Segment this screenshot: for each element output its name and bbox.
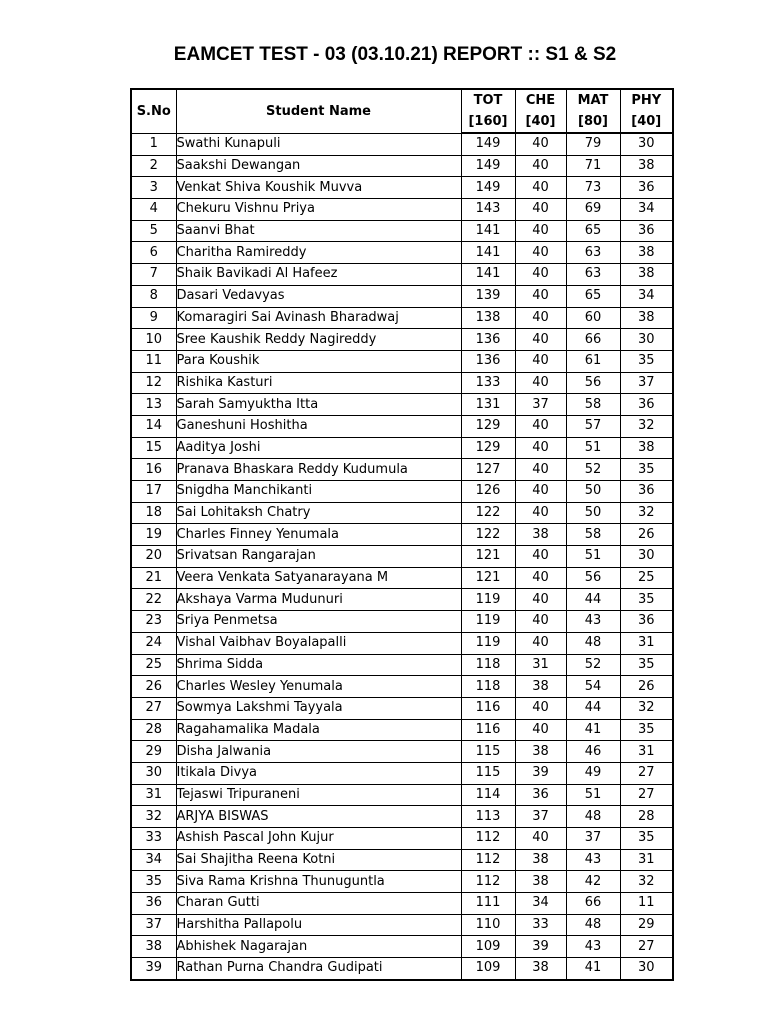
table-row — [131, 806, 673, 828]
cell-mat: 56 — [566, 567, 620, 589]
cell-sno: 38 — [131, 936, 176, 958]
cell-sno: 36 — [131, 893, 176, 915]
cell-sno: 3 — [131, 177, 176, 199]
cell-sno: 20 — [131, 546, 176, 568]
cell-sno: 37 — [131, 914, 176, 936]
cell-sno: 32 — [131, 806, 176, 828]
cell-tot: 122 — [461, 502, 515, 524]
cell-student-name: Chekuru Vishnu Priya — [176, 199, 461, 221]
cell-phy: 27 — [620, 784, 673, 806]
cell-tot: 110 — [461, 914, 515, 936]
cell-phy: 30 — [620, 133, 673, 155]
cell-sno: 8 — [131, 285, 176, 307]
cell-phy: 25 — [620, 567, 673, 589]
cell-sno: 13 — [131, 394, 176, 416]
cell-student-name: Komaragiri Sai Avinash Bharadwaj — [176, 307, 461, 329]
table-row — [131, 220, 673, 242]
header-che: CHE — [515, 89, 566, 111]
table-row — [131, 350, 673, 372]
table-row — [131, 654, 673, 676]
cell-phy: 31 — [620, 632, 673, 654]
cell-mat: 65 — [566, 220, 620, 242]
table-row — [131, 459, 673, 481]
cell-student-name: Ganeshuni Hoshitha — [176, 415, 461, 437]
cell-student-name: Swathi Kunapuli — [176, 133, 461, 155]
cell-student-name: Sai Shajitha Reena Kotni — [176, 849, 461, 871]
cell-tot: 112 — [461, 828, 515, 850]
cell-phy: 28 — [620, 806, 673, 828]
cell-mat: 48 — [566, 632, 620, 654]
cell-mat: 48 — [566, 914, 620, 936]
cell-tot: 139 — [461, 285, 515, 307]
cell-student-name: Sarah Samyuktha Itta — [176, 394, 461, 416]
cell-tot: 111 — [461, 893, 515, 915]
cell-che: 40 — [515, 697, 566, 719]
cell-tot: 115 — [461, 762, 515, 784]
table-row — [131, 914, 673, 936]
cell-student-name: Shaik Bavikadi Al Hafeez — [176, 264, 461, 286]
cell-student-name: Sowmya Lakshmi Tayyala — [176, 697, 461, 719]
cell-student-name: Srivatsan Rangarajan — [176, 546, 461, 568]
cell-tot: 115 — [461, 741, 515, 763]
cell-student-name: Ragahamalika Madala — [176, 719, 461, 741]
cell-phy: 35 — [620, 654, 673, 676]
table-row — [131, 133, 673, 155]
cell-mat: 63 — [566, 264, 620, 286]
cell-phy: 34 — [620, 285, 673, 307]
table-row — [131, 611, 673, 633]
cell-che: 34 — [515, 893, 566, 915]
cell-che: 40 — [515, 133, 566, 155]
cell-phy: 35 — [620, 589, 673, 611]
cell-phy: 38 — [620, 437, 673, 459]
cell-sno: 7 — [131, 264, 176, 286]
table-row — [131, 784, 673, 806]
cell-sno: 18 — [131, 502, 176, 524]
cell-mat: 48 — [566, 806, 620, 828]
cell-mat: 58 — [566, 524, 620, 546]
cell-che: 39 — [515, 936, 566, 958]
cell-phy: 36 — [620, 394, 673, 416]
table-row — [131, 307, 673, 329]
cell-mat: 63 — [566, 242, 620, 264]
cell-sno: 5 — [131, 220, 176, 242]
cell-tot: 119 — [461, 632, 515, 654]
cell-mat: 52 — [566, 654, 620, 676]
table-row — [131, 567, 673, 589]
cell-phy: 35 — [620, 828, 673, 850]
cell-student-name: Saanvi Bhat — [176, 220, 461, 242]
table-row — [131, 372, 673, 394]
cell-che: 38 — [515, 958, 566, 980]
cell-che: 37 — [515, 806, 566, 828]
cell-phy: 32 — [620, 415, 673, 437]
cell-student-name: Sai Lohitaksh Chatry — [176, 502, 461, 524]
cell-che: 40 — [515, 242, 566, 264]
cell-phy: 26 — [620, 676, 673, 698]
table-row — [131, 871, 673, 893]
cell-phy: 35 — [620, 459, 673, 481]
cell-sno: 19 — [131, 524, 176, 546]
table-row — [131, 177, 673, 199]
cell-tot: 131 — [461, 394, 515, 416]
cell-student-name: Pranava Bhaskara Reddy Kudumula — [176, 459, 461, 481]
header-phy: PHY — [620, 89, 673, 111]
cell-phy: 27 — [620, 762, 673, 784]
cell-sno: 16 — [131, 459, 176, 481]
cell-phy: 32 — [620, 697, 673, 719]
cell-tot: 127 — [461, 459, 515, 481]
cell-mat: 42 — [566, 871, 620, 893]
cell-student-name: Charles Finney Yenumala — [176, 524, 461, 546]
cell-sno: 25 — [131, 654, 176, 676]
cell-che: 40 — [515, 459, 566, 481]
cell-sno: 9 — [131, 307, 176, 329]
cell-sno: 28 — [131, 719, 176, 741]
header-phy-max: [40] — [620, 111, 673, 133]
cell-sno: 35 — [131, 871, 176, 893]
report-title: EAMCET TEST - 03 (03.10.21) REPORT :: S1 & S2 — [173, 44, 617, 65]
cell-student-name: Charles Wesley Yenumala — [176, 676, 461, 698]
cell-che: 40 — [515, 329, 566, 351]
cell-mat: 69 — [566, 199, 620, 221]
table-row — [131, 437, 673, 459]
cell-tot: 126 — [461, 481, 515, 503]
cell-sno: 26 — [131, 676, 176, 698]
cell-phy: 36 — [620, 481, 673, 503]
cell-phy: 38 — [620, 155, 673, 177]
cell-phy: 31 — [620, 741, 673, 763]
cell-phy: 32 — [620, 502, 673, 524]
cell-tot: 109 — [461, 958, 515, 980]
table-row — [131, 849, 673, 871]
cell-student-name: Para Koushik — [176, 350, 461, 372]
cell-che: 40 — [515, 437, 566, 459]
cell-student-name: Itikala Divya — [176, 762, 461, 784]
cell-mat: 37 — [566, 828, 620, 850]
cell-che: 31 — [515, 654, 566, 676]
cell-che: 40 — [515, 285, 566, 307]
report-table — [130, 88, 674, 981]
cell-che: 40 — [515, 155, 566, 177]
cell-mat: 44 — [566, 697, 620, 719]
cell-che: 33 — [515, 914, 566, 936]
cell-tot: 114 — [461, 784, 515, 806]
cell-student-name: Charitha Ramireddy — [176, 242, 461, 264]
cell-che: 38 — [515, 524, 566, 546]
cell-tot: 149 — [461, 177, 515, 199]
cell-che: 40 — [515, 502, 566, 524]
cell-student-name: Dasari Vedavyas — [176, 285, 461, 307]
cell-phy: 36 — [620, 177, 673, 199]
table-row — [131, 329, 673, 351]
cell-sno: 24 — [131, 632, 176, 654]
table-row — [131, 285, 673, 307]
table-row — [131, 589, 673, 611]
table-row — [131, 632, 673, 654]
cell-sno: 11 — [131, 350, 176, 372]
cell-sno: 15 — [131, 437, 176, 459]
cell-che: 40 — [515, 481, 566, 503]
cell-mat: 51 — [566, 437, 620, 459]
cell-phy: 34 — [620, 199, 673, 221]
cell-student-name: Abhishek Nagarajan — [176, 936, 461, 958]
cell-tot: 141 — [461, 242, 515, 264]
cell-tot: 119 — [461, 589, 515, 611]
cell-mat: 52 — [566, 459, 620, 481]
table-row — [131, 719, 673, 741]
cell-sno: 27 — [131, 697, 176, 719]
cell-tot: 141 — [461, 264, 515, 286]
cell-mat: 56 — [566, 372, 620, 394]
cell-mat: 43 — [566, 849, 620, 871]
table-row — [131, 676, 673, 698]
cell-phy: 30 — [620, 329, 673, 351]
cell-phy: 36 — [620, 611, 673, 633]
cell-mat: 61 — [566, 350, 620, 372]
table-row — [131, 199, 673, 221]
table-row — [131, 893, 673, 915]
cell-phy: 11 — [620, 893, 673, 915]
cell-che: 38 — [515, 741, 566, 763]
cell-mat: 66 — [566, 893, 620, 915]
cell-tot: 118 — [461, 676, 515, 698]
cell-student-name: Rishika Kasturi — [176, 372, 461, 394]
cell-mat: 60 — [566, 307, 620, 329]
cell-tot: 112 — [461, 871, 515, 893]
cell-student-name: Disha Jalwania — [176, 741, 461, 763]
cell-sno: 33 — [131, 828, 176, 850]
cell-tot: 136 — [461, 329, 515, 351]
cell-tot: 109 — [461, 936, 515, 958]
cell-che: 40 — [515, 546, 566, 568]
cell-sno: 22 — [131, 589, 176, 611]
cell-student-name: Veera Venkata Satyanarayana M — [176, 567, 461, 589]
table-row — [131, 828, 673, 850]
cell-student-name: Sriya Penmetsa — [176, 611, 461, 633]
header-che-max: [40] — [515, 111, 566, 133]
cell-student-name: Akshaya Varma Mudunuri — [176, 589, 461, 611]
table-row — [131, 936, 673, 958]
cell-che: 40 — [515, 567, 566, 589]
cell-sno: 2 — [131, 155, 176, 177]
cell-mat: 49 — [566, 762, 620, 784]
cell-mat: 43 — [566, 611, 620, 633]
cell-student-name: Harshitha Pallapolu — [176, 914, 461, 936]
table-header — [131, 89, 673, 133]
cell-student-name: Snigdha Manchikanti — [176, 481, 461, 503]
table-row — [131, 415, 673, 437]
cell-phy: 30 — [620, 958, 673, 980]
table-row — [131, 958, 673, 980]
cell-mat: 43 — [566, 936, 620, 958]
header-tot-max: [160] — [461, 111, 515, 133]
cell-tot: 122 — [461, 524, 515, 546]
table-row — [131, 481, 673, 503]
cell-tot: 138 — [461, 307, 515, 329]
cell-student-name: Ashish Pascal John Kujur — [176, 828, 461, 850]
cell-phy: 35 — [620, 719, 673, 741]
cell-student-name: ARJYA BISWAS — [176, 806, 461, 828]
table-body — [131, 133, 673, 980]
table-row — [131, 741, 673, 763]
cell-che: 37 — [515, 394, 566, 416]
cell-phy: 29 — [620, 914, 673, 936]
cell-che: 39 — [515, 762, 566, 784]
cell-che: 40 — [515, 372, 566, 394]
cell-mat: 44 — [566, 589, 620, 611]
cell-mat: 46 — [566, 741, 620, 763]
cell-che: 40 — [515, 177, 566, 199]
cell-sno: 4 — [131, 199, 176, 221]
cell-sno: 12 — [131, 372, 176, 394]
cell-mat: 65 — [566, 285, 620, 307]
cell-che: 40 — [515, 199, 566, 221]
cell-student-name: Rathan Purna Chandra Gudipati — [176, 958, 461, 980]
table-row — [131, 697, 673, 719]
cell-che: 40 — [515, 220, 566, 242]
header-mat-max: [80] — [566, 111, 620, 133]
cell-mat: 71 — [566, 155, 620, 177]
cell-tot: 149 — [461, 155, 515, 177]
cell-sno: 23 — [131, 611, 176, 633]
cell-mat: 54 — [566, 676, 620, 698]
table-row — [131, 546, 673, 568]
cell-sno: 21 — [131, 567, 176, 589]
cell-tot: 149 — [461, 133, 515, 155]
cell-student-name: Vishal Vaibhav Boyalapalli — [176, 632, 461, 654]
cell-phy: 31 — [620, 849, 673, 871]
cell-mat: 41 — [566, 719, 620, 741]
table-row — [131, 155, 673, 177]
header-tot: TOT — [461, 89, 515, 111]
cell-sno: 34 — [131, 849, 176, 871]
cell-tot: 136 — [461, 350, 515, 372]
cell-sno: 30 — [131, 762, 176, 784]
cell-sno: 6 — [131, 242, 176, 264]
cell-sno: 39 — [131, 958, 176, 980]
cell-mat: 73 — [566, 177, 620, 199]
cell-che: 40 — [515, 350, 566, 372]
cell-phy: 37 — [620, 372, 673, 394]
cell-che: 38 — [515, 676, 566, 698]
cell-phy: 38 — [620, 307, 673, 329]
cell-mat: 57 — [566, 415, 620, 437]
table-row — [131, 524, 673, 546]
cell-sno: 1 — [131, 133, 176, 155]
cell-student-name: Sree Kaushik Reddy Nagireddy — [176, 329, 461, 351]
cell-tot: 143 — [461, 199, 515, 221]
cell-phy: 38 — [620, 242, 673, 264]
cell-mat: 51 — [566, 784, 620, 806]
cell-tot: 133 — [461, 372, 515, 394]
cell-che: 36 — [515, 784, 566, 806]
cell-tot: 118 — [461, 654, 515, 676]
cell-mat: 79 — [566, 133, 620, 155]
cell-tot: 119 — [461, 611, 515, 633]
header-student-name: Student Name — [176, 89, 461, 133]
table-row — [131, 394, 673, 416]
cell-che: 38 — [515, 871, 566, 893]
cell-student-name: Charan Gutti — [176, 893, 461, 915]
cell-che: 40 — [515, 264, 566, 286]
cell-student-name: Saakshi Dewangan — [176, 155, 461, 177]
cell-che: 40 — [515, 589, 566, 611]
cell-sno: 14 — [131, 415, 176, 437]
cell-tot: 112 — [461, 849, 515, 871]
cell-che: 38 — [515, 849, 566, 871]
cell-tot: 116 — [461, 697, 515, 719]
table-row — [131, 242, 673, 264]
cell-che: 40 — [515, 828, 566, 850]
cell-sno: 10 — [131, 329, 176, 351]
cell-sno: 31 — [131, 784, 176, 806]
table-row — [131, 502, 673, 524]
header-sno: S.No — [131, 89, 176, 133]
cell-mat: 51 — [566, 546, 620, 568]
cell-student-name: Siva Rama Krishna Thunuguntla — [176, 871, 461, 893]
cell-mat: 50 — [566, 502, 620, 524]
cell-student-name: Aaditya Joshi — [176, 437, 461, 459]
cell-student-name: Shrima Sidda — [176, 654, 461, 676]
cell-mat: 50 — [566, 481, 620, 503]
cell-phy: 32 — [620, 871, 673, 893]
cell-tot: 129 — [461, 415, 515, 437]
cell-phy: 35 — [620, 350, 673, 372]
cell-student-name: Tejaswi Tripuraneni — [176, 784, 461, 806]
table-row — [131, 264, 673, 286]
cell-che: 40 — [515, 415, 566, 437]
header-mat: MAT — [566, 89, 620, 111]
cell-student-name: Venkat Shiva Koushik Muvva — [176, 177, 461, 199]
cell-tot: 116 — [461, 719, 515, 741]
cell-tot: 113 — [461, 806, 515, 828]
cell-sno: 29 — [131, 741, 176, 763]
cell-phy: 36 — [620, 220, 673, 242]
cell-tot: 121 — [461, 546, 515, 568]
cell-che: 40 — [515, 611, 566, 633]
cell-tot: 141 — [461, 220, 515, 242]
cell-phy: 27 — [620, 936, 673, 958]
cell-tot: 129 — [461, 437, 515, 459]
cell-mat: 41 — [566, 958, 620, 980]
cell-phy: 30 — [620, 546, 673, 568]
cell-mat: 58 — [566, 394, 620, 416]
cell-phy: 38 — [620, 264, 673, 286]
table-row — [131, 762, 673, 784]
cell-phy: 26 — [620, 524, 673, 546]
cell-mat: 66 — [566, 329, 620, 351]
cell-che: 40 — [515, 307, 566, 329]
cell-sno: 17 — [131, 481, 176, 503]
cell-tot: 121 — [461, 567, 515, 589]
cell-che: 40 — [515, 632, 566, 654]
cell-che: 40 — [515, 719, 566, 741]
